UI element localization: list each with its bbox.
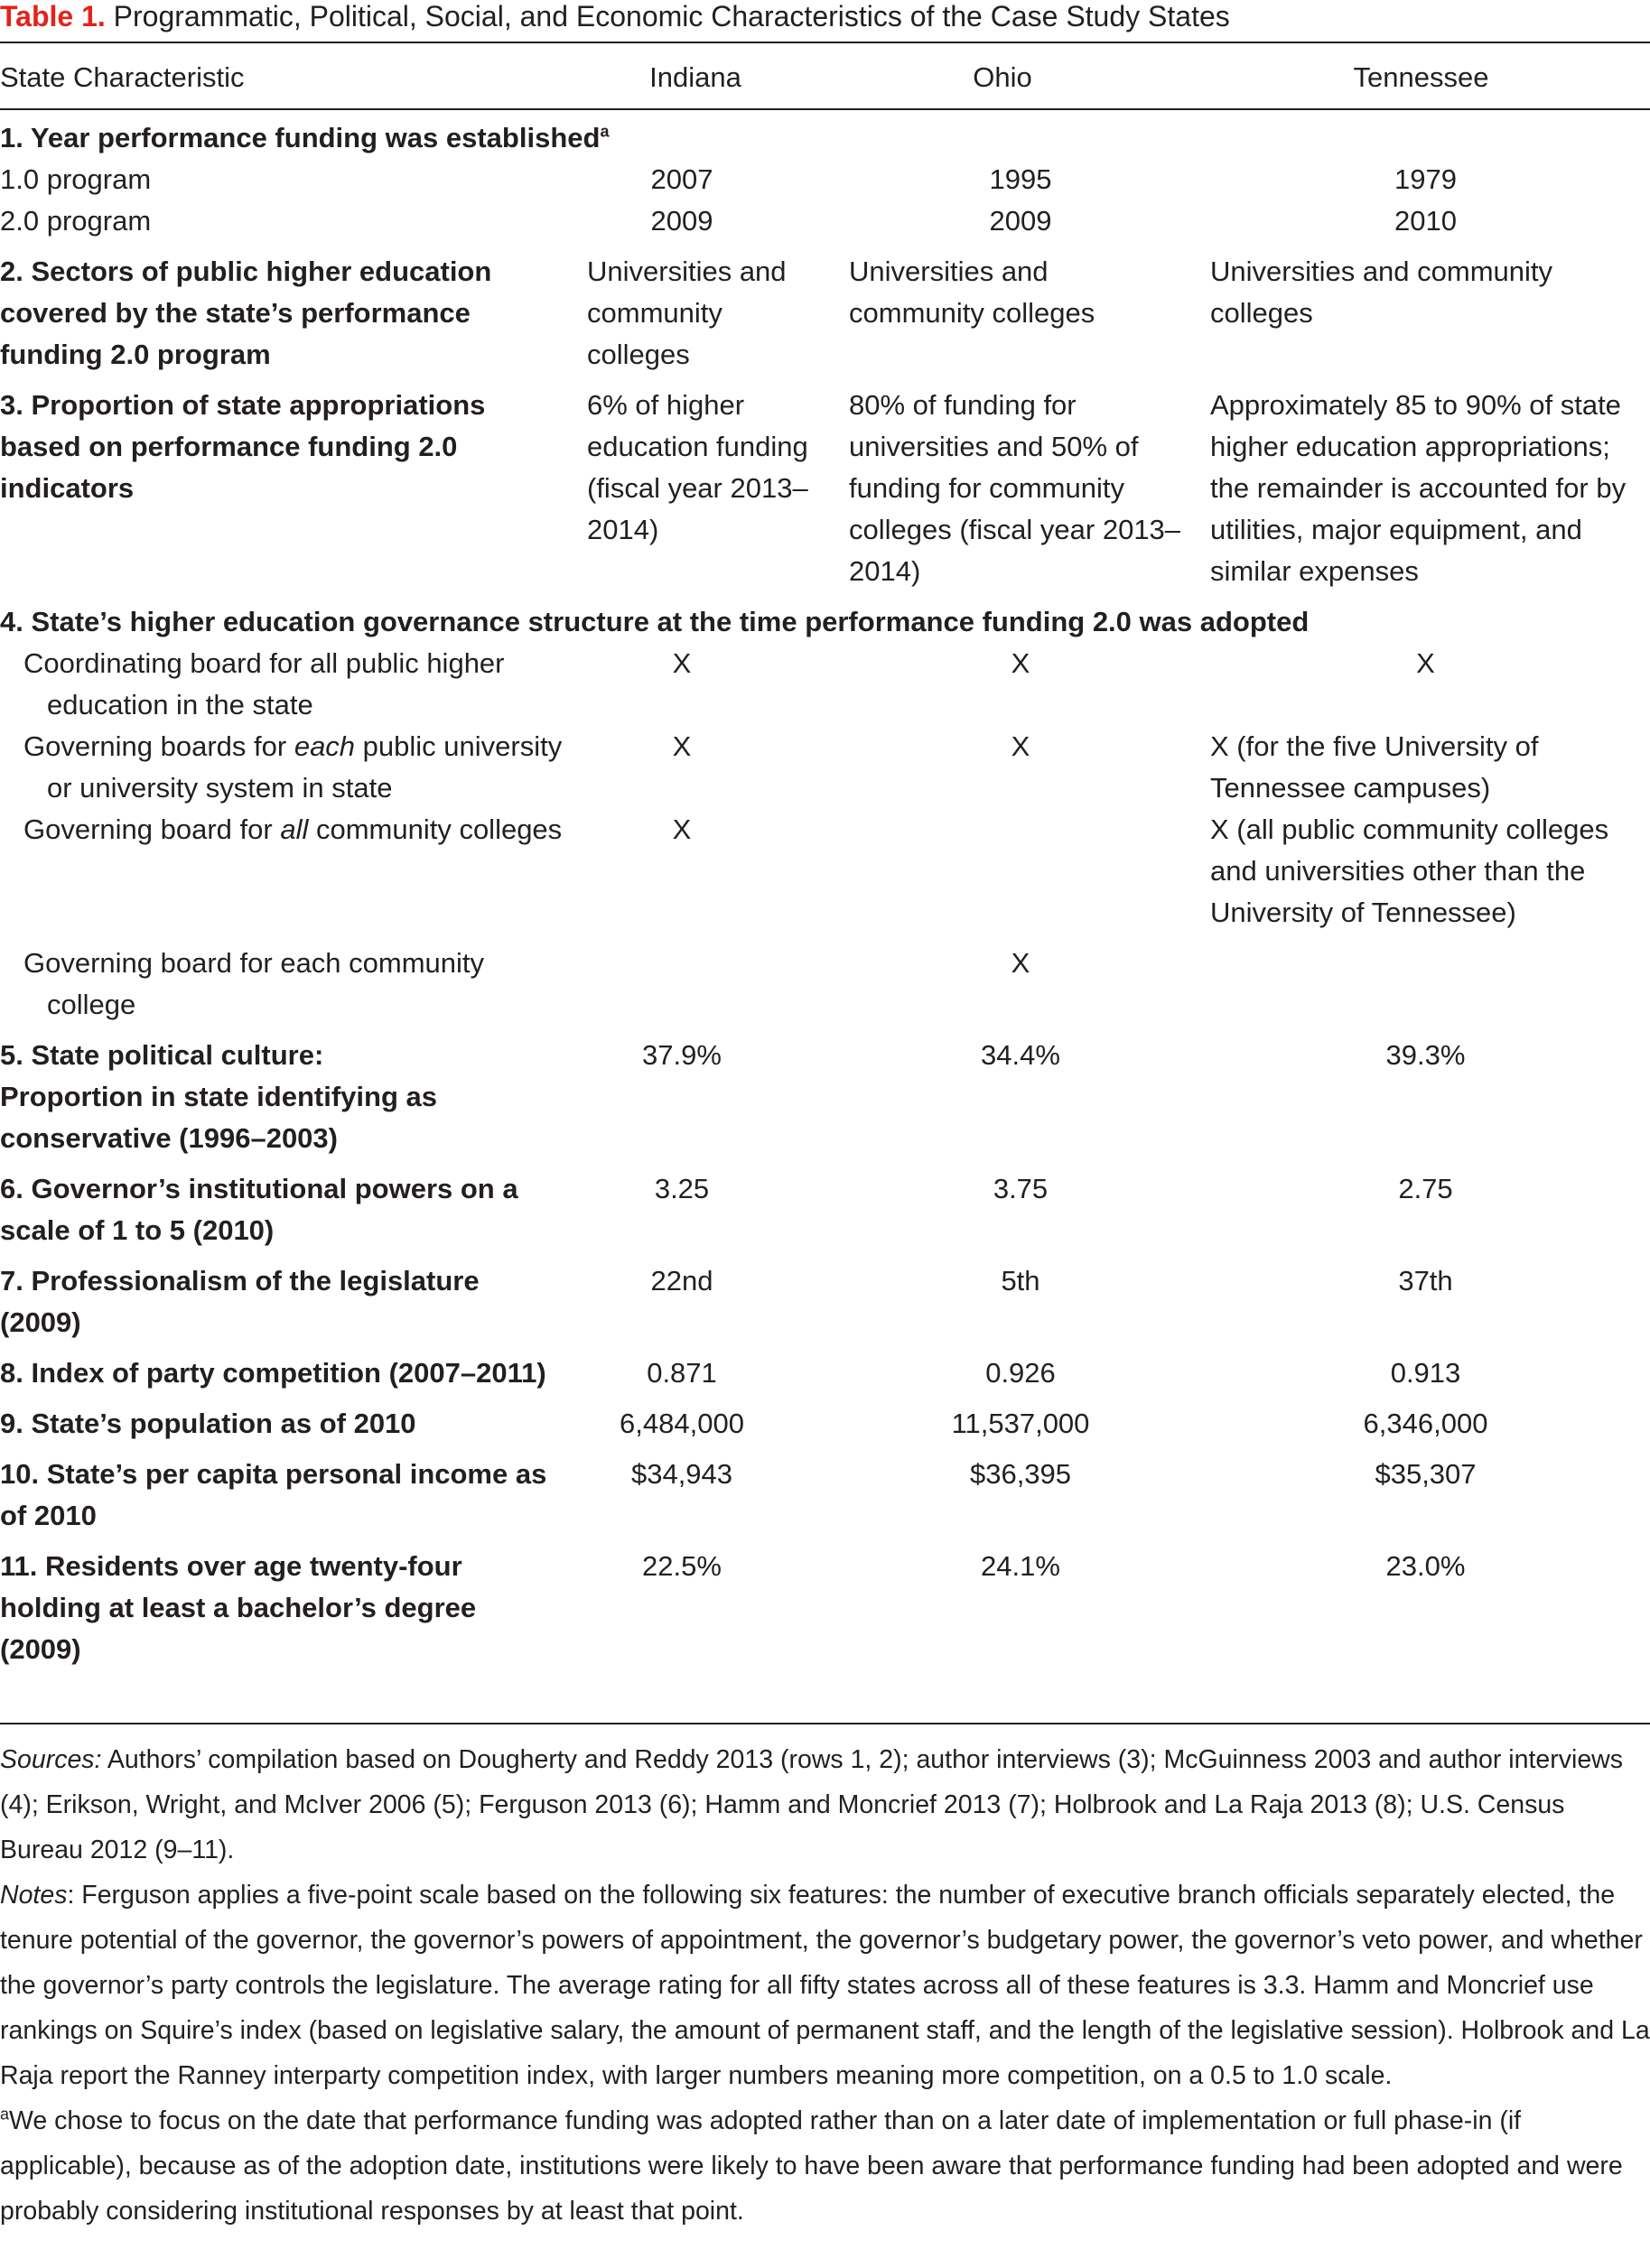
row-label: 7. Professionalism of the legislature (2009) <box>0 1265 480 1338</box>
cell-indiana: 22nd <box>650 1265 713 1297</box>
table-row <box>0 726 1650 809</box>
table-row <box>0 1546 1650 1670</box>
row-label: 2.0 program <box>0 205 152 237</box>
cell-ohio: Universities and community colleges <box>849 256 1095 329</box>
cell-indiana: 0.871 <box>647 1357 717 1389</box>
header-indiana: Indiana <box>649 61 741 93</box>
table-title: Programmatic, Political, Social, and Economic Characteristics of the Case Study States <box>105 0 1230 33</box>
cell-indiana: 6% of higher education funding (fiscal year 2013–2014) <box>587 389 808 545</box>
row-label: 11. Residents over age twenty-four holding at least a bachelor’s degree (2009) <box>0 1550 477 1665</box>
table-body <box>0 117 1650 1670</box>
cell-ohio: 3.75 <box>993 1173 1049 1204</box>
table-row <box>0 601 1650 643</box>
cell-ohio: 24.1% <box>981 1550 1060 1582</box>
table-row <box>0 200 1650 242</box>
cell-indiana: 2007 <box>650 163 713 195</box>
table-caption <box>0 0 1650 40</box>
cell-ohio: 2009 <box>989 205 1052 237</box>
header-tennessee: Tennessee <box>1353 61 1489 93</box>
cell-tennessee: $35,307 <box>1375 1458 1477 1490</box>
row-label: Governing board for all community colleges <box>23 813 563 845</box>
row-label: 9. State’s population as of 2010 <box>0 1408 416 1439</box>
cell-tennessee: 39.3% <box>1385 1039 1466 1071</box>
table-row <box>0 251 1650 376</box>
table-row <box>0 1035 1650 1159</box>
cell-ohio: 80% of funding for universities and 50% of funding for community colleges (fiscal year 2013–2014) <box>849 389 1181 587</box>
row-label: 1.0 program <box>0 163 152 195</box>
table-header <box>0 58 1650 98</box>
table-notes <box>0 1737 1650 2234</box>
table-row <box>0 809 1650 934</box>
table-label: Table 1. <box>0 0 106 33</box>
row-label: 2. Sectors of public higher education covered by the state’s performance funding 2.0 program <box>0 256 492 370</box>
cell-indiana: 3.25 <box>654 1173 710 1204</box>
table-row <box>0 1403 1650 1445</box>
cell-indiana: Universities and community colleges <box>587 256 787 370</box>
cell-indiana: X <box>672 647 692 679</box>
cell-ohio: X <box>1011 647 1030 679</box>
row-label: 5. State political culture: Proportion in state identifying as conservative (1996–2003) <box>0 1039 437 1154</box>
row-label: Coordinating board for all public higher education in the state <box>23 647 505 720</box>
table-row <box>0 385 1650 592</box>
table-row <box>0 943 1650 1026</box>
table-row <box>0 117 1650 159</box>
cell-tennessee: Universities and community colleges <box>1210 256 1553 329</box>
table-row <box>0 1260 1650 1343</box>
table-row <box>0 159 1650 200</box>
cell-indiana: 37.9% <box>642 1039 722 1071</box>
table-row <box>0 1352 1650 1394</box>
row-label: 8. Index of party competition (2007–2011) <box>0 1357 546 1389</box>
cell-ohio: 34.4% <box>981 1039 1060 1071</box>
cell-tennessee: 0.913 <box>1390 1357 1461 1389</box>
row-label: 4. State’s higher education governance structure at the time performance funding 2.0 was adopted <box>0 606 1310 637</box>
cell-tennessee: Approximately 85 to 90% of state higher education appropriations; the remainder is accounted for by utilities, major equipment, and similar expenses <box>1210 389 1627 587</box>
row-label: Governing board for each community college <box>23 947 485 1020</box>
cell-ohio: 5th <box>1001 1265 1040 1297</box>
sources-note: Sources: Authors’ compilation based on Dougherty and Reddy 2013 (rows 1, 2); author interviews (3); McGuinness 2003 and author interviews (4); Erikson, Wright, and McIver 2006 (5); Ferguson 2013 (6); Hamm and Moncrief 2013 (7); Holbrook and La Raja 2013 (8); U.S. Census Bureau 2012 (9–11). <box>0 1745 1624 1864</box>
top-rule <box>0 42 1650 43</box>
header-state-characteristic: State Characteristic <box>0 61 245 93</box>
header-rule <box>0 108 1650 110</box>
cell-tennessee: X <box>1416 647 1435 679</box>
table-row <box>0 1168 1650 1251</box>
cell-ohio: 1995 <box>989 163 1052 195</box>
cell-indiana: X <box>672 813 692 845</box>
cell-tennessee: 2.75 <box>1398 1173 1453 1204</box>
header-ohio: Ohio <box>973 61 1032 93</box>
row-label: 3. Proportion of state appropriations based on performance funding 2.0 indicators <box>0 389 486 504</box>
cell-indiana: 2009 <box>650 205 713 237</box>
footnote-a: $^a$We chose to focus on the date that performance funding was adopted rather than on a later date of implementation or full phase-in (if applicable), because as of the adoption date, institutions were likely to have been aware that performance funding had been adopted and were probably considering institutional responses by at least that point. <box>0 2105 1623 2226</box>
footnote-mark: a <box>600 122 610 141</box>
row-label: 1. Year performance funding was established$^a$ <box>0 122 610 153</box>
cell-ohio: X <box>1011 947 1030 979</box>
cell-indiana: $34,943 <box>630 1458 733 1490</box>
row-label: Governing boards for each public university or university system in state <box>23 730 563 804</box>
notes-paragraph: Notes: Ferguson applies a five-point scale based on the following six features: the number of executive branch officials separately elected, the tenure potential of the governor, the governor’s powers of appointment, the governor’s budgetary power, the governor’s veto power, and whether the governor’s party controls the legislature. The average rating for all fifty states across all of these features is 3.3. Hamm and Moncrief use rankings on Squire’s index (based on legislative salary, the amount of permanent staff, and the length of the legislative session). Holbrook and La Raja report the Ranney interparty competition index, with larger numbers meaning more competition, on a 0.5 to 1.0 scale. <box>0 1881 1650 2090</box>
cell-tennessee: 37th <box>1398 1265 1453 1297</box>
row-label: 6. Governor’s institutional powers on a scale of 1 to 5 (2010) <box>0 1173 518 1246</box>
cell-tennessee: X (for the five University of Tennessee campuses) <box>1210 730 1539 804</box>
cell-ohio: 11,537,000 <box>951 1408 1090 1439</box>
row-label: 10. State’s per capita personal income as of 2010 <box>0 1458 547 1531</box>
cell-tennessee: 6,346,000 <box>1363 1408 1488 1439</box>
cell-ohio: 0.926 <box>985 1357 1056 1389</box>
table-row <box>0 643 1650 726</box>
cell-indiana: 22.5% <box>642 1550 722 1582</box>
table-row <box>0 1454 1650 1537</box>
cell-ohio: X <box>1011 730 1030 762</box>
cell-tennessee: 1979 <box>1394 163 1457 195</box>
bottom-rule <box>0 1723 1650 1724</box>
cell-tennessee: 23.0% <box>1385 1550 1466 1582</box>
cell-indiana: 6,484,000 <box>620 1408 744 1439</box>
cell-tennessee: X (all public community colleges and universities other than the University of Tennessee) <box>1210 813 1609 928</box>
cell-tennessee: 2010 <box>1394 205 1457 237</box>
cell-ohio: $36,395 <box>969 1458 1072 1490</box>
cell-indiana: X <box>672 730 692 762</box>
